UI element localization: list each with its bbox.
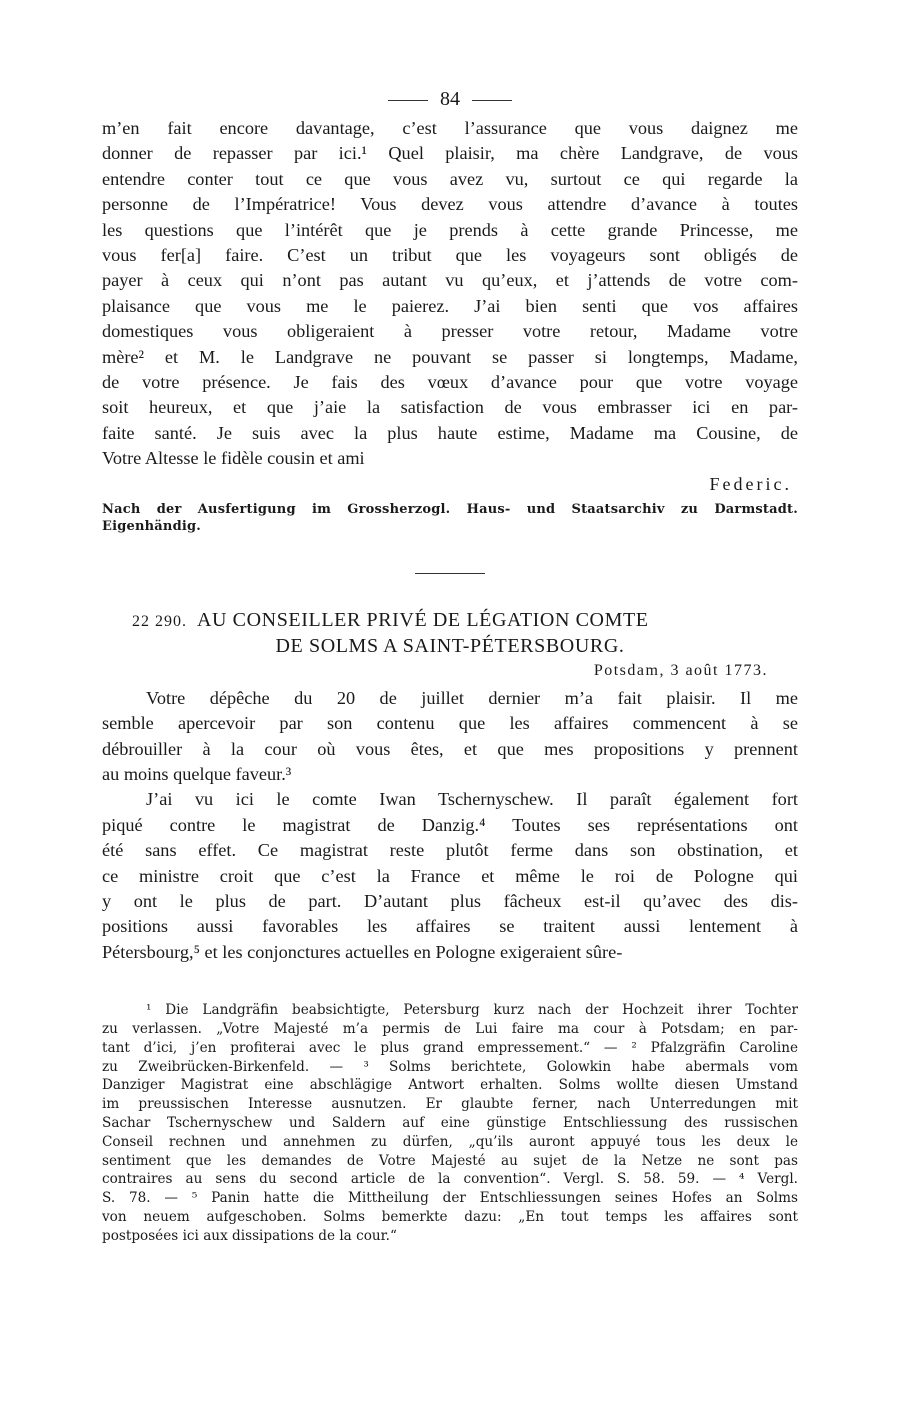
text-line: positions aussi favorables les affaires se traitent aussi lentement à (102, 916, 798, 937)
text-line: Votre Altesse le fidèle cousin et ami (102, 448, 365, 469)
signature: Federic. (709, 473, 792, 494)
footnote-line: Conseil rechnen und annehmen zu dürfen, „qu’ils auront appuyé tous les deux le (102, 1133, 798, 1150)
letter-number: 22 290. (132, 612, 187, 630)
footnotes (102, 1001, 798, 1245)
footnote-line: Sachar Tschernyschew und Saldern auf eine günstige Entschliessung des russischen (102, 1114, 798, 1131)
page-number-header (102, 82, 798, 116)
footnote-line: postposées ici aux dissipations de la cour.“ (102, 1227, 397, 1244)
text-line: payer à ceux qui n’ont pas autant vu qu’eux, et j’attends de votre com- (102, 270, 798, 291)
source-note-line: Nach der Ausfertigung im Grossherzogl. Haus- und Staatsarchiv zu Darmstadt. (102, 501, 798, 517)
text-line: mère² et M. le Landgrave ne pouvant se passer si longtemps, Madame, (102, 346, 798, 367)
text-line: entendre conter tout ce que vous avez vu, surtout ce qui regarde la (102, 168, 798, 189)
footnote-line: im preussischen Interesse ausnutzen. Er glaubte ferner, nach Unterredungen mit (102, 1096, 798, 1113)
dash-right (472, 100, 512, 101)
text-line: m’en fait encore davantage, c’est l’assurance que vous daignez me (102, 118, 798, 138)
source-note-line: Eigenhändig. (102, 518, 202, 534)
footnote-line: zu verlassen. „Votre Majesté m’a permis de Lui faire ma cour à Potsdam; en par- (102, 1020, 798, 1037)
text-line: vous fer[a] faire. C’est un tribut que les voyageurs sont obligés de (102, 245, 798, 266)
text-line: J’ai vu ici le comte Iwan Tschernyschew. Il paraît également fort (146, 789, 798, 810)
text-line: donner de repasser par ici.¹ Quel plaisir, ma chère Landgrave, de vous (102, 143, 798, 164)
paragraph-1 (102, 686, 798, 788)
text-line: faite santé. Je suis avec la plus haute estime, Madame ma Cousine, de (102, 422, 798, 443)
text-line: Votre dépêche du 20 de juillet dernier m’a fait plaisir. Il me (146, 687, 798, 708)
letter-continued-text (102, 116, 798, 472)
footnote-line: zu Zweibrücken-Birkenfeld. — ³ Solms berichtete, Golowkin habe abermals vom (102, 1058, 798, 1075)
footnote-line: S. 78. — ⁵ Panin hatte die Mittheilung der Entschliessungen seines Hofes an Solms (102, 1190, 798, 1207)
text-line: de votre présence. Je fais des vœux d’avance pour que votre voyage (102, 372, 798, 393)
letter-title-line1: AU CONSEILLER PRIVÉ DE LÉGATION COMTE (197, 608, 649, 631)
text-line: plaisance que vous me le paierez. J’ai bien senti que vos affaires (102, 295, 798, 316)
text-line: débrouiller à la cour où vous êtes, et que mes propositions y prennent (102, 738, 798, 759)
dash-left (388, 100, 428, 101)
text-line: ce ministre croit que c’est la France et même le roi de Pologne qui (102, 865, 798, 886)
footnote-line: von neuem aufgeschoben. Solms bemerkte dazu: „En tout temps les affaires sont (102, 1208, 798, 1225)
footnote-line: tant d’ici, j’en profiterai avec le plus grand empressement.“ — ² Pfalzgräfin Caroline (102, 1039, 798, 1056)
text-line: domestiques vous obligeraient à presser votre retour, Madame votre (102, 321, 798, 342)
footnote-line: ¹ Die Landgräfin beabsichtigte, Petersburg kurz nach der Hochzeit ihrer Tochter (146, 1002, 798, 1019)
source-note (102, 501, 798, 535)
text-line: les questions que l’intérêt que je prends à cette grande Princesse, me (102, 219, 798, 240)
page-number: 84 (440, 88, 460, 110)
text-line: Pétersbourg,⁵ et les conjonctures actuelles en Pologne exigeraient sûre- (102, 941, 623, 962)
footnote-line: sentiment que les demandes de Votre Majesté au sujet de la Netze ne sont pas (102, 1152, 798, 1169)
text-line: y ont le plus de part. D’autant plus fâcheux est-il qu’avec des dis- (102, 890, 798, 911)
text-line: personne de l’Impératrice! Vous devez vous attendre d’avance à toutes (102, 194, 798, 215)
text-line: été sans effet. Ce magistrat reste plutôt ferme dans son obstination, et (102, 840, 798, 861)
page (102, 82, 798, 1246)
footnote-line: contraires au sens du second article de la convention“. Vergl. S. 58. 59. — ⁴ Vergl. (102, 1171, 798, 1188)
text-line: soit heureux, et que j’aie la satisfaction de vous embrasser ici en par- (102, 397, 798, 418)
text-line: semble apercevoir par son contenu que les affaires commencent à se (102, 713, 798, 734)
letter-heading (102, 608, 798, 658)
footnote-line: Danziger Magistrat eine abschlägige Antwort erhalten. Solms wollte diesen Umstand (102, 1077, 798, 1094)
section-separator (415, 573, 485, 574)
letter-title-line2: DE SOLMS A SAINT-PÉTERSBOURG. (275, 634, 625, 657)
paragraph-2 (102, 787, 798, 965)
text-line: piqué contre le magistrat de Danzig.⁴ Toutes ses représentations ont (102, 814, 798, 835)
text-line: au moins quelque faveur.³ (102, 763, 292, 784)
dateline: Potsdam, 3 août 1773. (593, 661, 768, 679)
